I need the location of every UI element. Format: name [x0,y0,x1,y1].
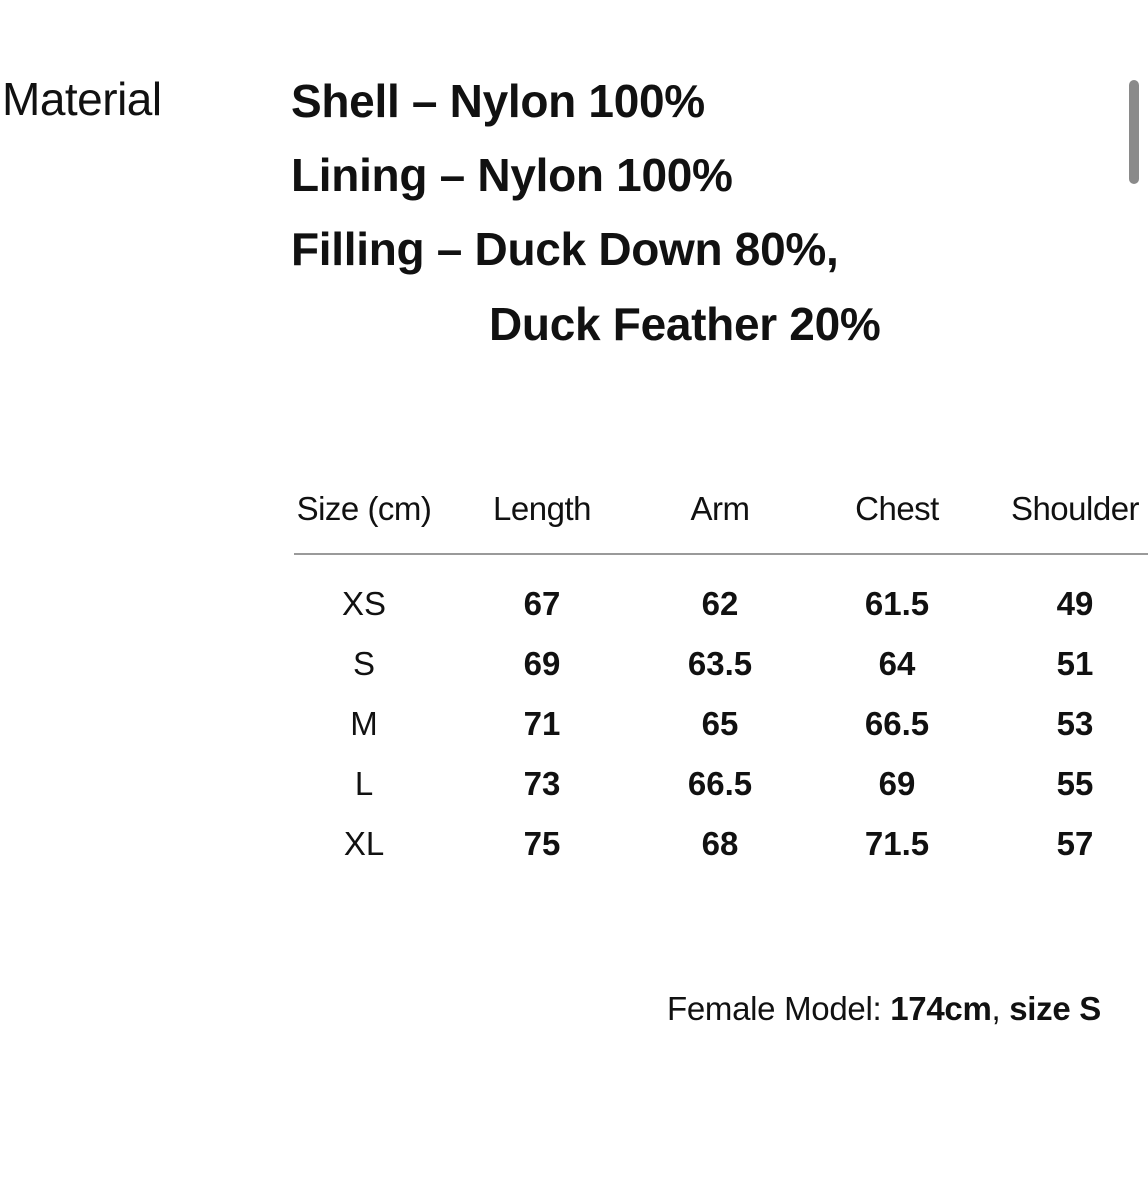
model-note-separator: , [991,990,1010,1027]
measurement-cell-shoulder: 53 [1056,705,1094,742]
size-label-cell: XL [343,825,385,862]
header-arm: Arm [690,490,750,527]
model-note-label: Female Model: [667,990,891,1027]
model-note [667,990,1101,1028]
measurement-cell-arm: 65 [701,705,739,742]
size-label-cell: L [354,765,374,802]
material-label: Material [2,73,162,125]
header-shoulder: Shoulder [1010,490,1140,527]
measurement-cell-chest: 71.5 [864,825,930,862]
table-divider [294,553,1148,555]
size-label-cell: M [350,705,378,742]
header-length: Length [493,490,591,527]
measurement-cell-chest: 69 [878,765,916,802]
measurement-cell-length: 69 [523,645,561,682]
measurement-cell-length: 67 [523,585,561,622]
measurement-cell-chest: 64 [878,645,916,682]
measurement-cell-shoulder: 51 [1056,645,1094,682]
size-label-cell: XS [341,585,387,622]
material-shell-line: Shell – Nylon 100% [291,75,705,127]
scrollbar-thumb[interactable] [1129,80,1139,184]
measurement-cell-length: 75 [523,825,561,862]
measurement-cell-arm: 63.5 [687,645,753,682]
header-chest: Chest [855,490,939,527]
measurement-cell-arm: 68 [701,825,739,862]
measurement-cell-arm: 62 [701,585,739,622]
model-size: size S [1009,990,1102,1027]
measurement-cell-chest: 66.5 [864,705,930,742]
material-lining-line: Lining – Nylon 100% [291,149,733,201]
measurement-cell-shoulder: 49 [1056,585,1094,622]
measurement-cell-length: 71 [523,705,561,742]
measurement-cell-shoulder: 55 [1056,765,1094,802]
size-label-cell: S [352,645,376,682]
measurement-cell-length: 73 [523,765,561,802]
material-filling-line: Filling – Duck Down 80%, [291,223,839,275]
measurement-cell-shoulder: 57 [1056,825,1094,862]
material-filling-line-2: Duck Feather 20% [489,298,881,350]
model-height: 174cm [890,990,992,1027]
measurement-cell-chest: 61.5 [864,585,930,622]
header-size: Size (cm) [296,490,432,527]
measurement-cell-arm: 66.5 [687,765,753,802]
